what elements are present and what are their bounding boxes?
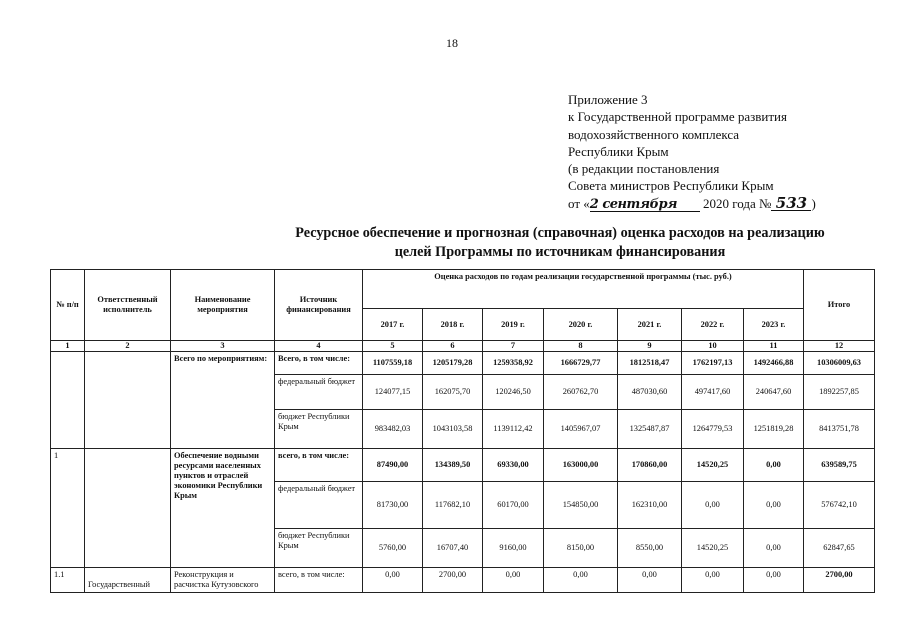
row-executor: Государственный xyxy=(85,568,171,593)
row-source: федеральный бюджет xyxy=(275,482,363,529)
row-value: 1264779,53 xyxy=(682,410,744,449)
header-estimate: Оценка расходов по годам реализации государственной программы (тыс. руб.) xyxy=(363,270,804,309)
column-numbers-row xyxy=(51,341,875,352)
row-value: 0,00 xyxy=(744,482,804,529)
row-total: 639589,75 xyxy=(804,449,875,482)
row-value: 154850,00 xyxy=(544,482,618,529)
row-value: 2700,00 xyxy=(423,568,483,593)
row-source: федеральный бюджет xyxy=(275,375,363,410)
row-value: 124077,15 xyxy=(363,375,423,410)
row-total: 10306009,63 xyxy=(804,352,875,375)
date-suffix: 2020 года № xyxy=(703,195,772,211)
appendix-line: Республики Крым xyxy=(568,143,669,159)
row-value: 1812518,47 xyxy=(618,352,682,375)
row-value: 983482,03 xyxy=(363,410,423,449)
row-value: 1259358,92 xyxy=(483,352,544,375)
row-value: 14520,25 xyxy=(682,529,744,568)
col-number: 12 xyxy=(804,341,875,352)
row-value: 60170,00 xyxy=(483,482,544,529)
row-value: 240647,60 xyxy=(744,375,804,410)
row-executor xyxy=(85,449,171,568)
row-value: 487030,60 xyxy=(618,375,682,410)
col-number: 6 xyxy=(423,341,483,352)
row-value: 134389,50 xyxy=(423,449,483,482)
header-event: Наименование мероприятия xyxy=(171,270,275,341)
row-num: 1.1 xyxy=(51,568,85,593)
header-row xyxy=(51,270,875,309)
row-value: 5760,00 xyxy=(363,529,423,568)
row-value: 8550,00 xyxy=(618,529,682,568)
row-value: 162075,70 xyxy=(423,375,483,410)
header-source: Источник финансирования xyxy=(275,270,363,341)
header-year: 2018 г. xyxy=(423,309,483,341)
row-value: 9160,00 xyxy=(483,529,544,568)
handwritten-date: 2 сентября xyxy=(589,196,677,212)
row-value: 0,00 xyxy=(544,568,618,593)
row-value: 497417,60 xyxy=(682,375,744,410)
close-paren: ) xyxy=(811,195,816,211)
header-year: 2019 г. xyxy=(483,309,544,341)
row-value: 0,00 xyxy=(483,568,544,593)
row-source: бюджет Республики Крым xyxy=(275,529,363,568)
row-source: бюджет Республики Крым xyxy=(275,410,363,449)
row-value: 1139112,42 xyxy=(483,410,544,449)
title-line-2: целей Программы по источникам финансирования xyxy=(394,244,726,260)
row-value: 0,00 xyxy=(744,568,804,593)
row-value: 0,00 xyxy=(682,482,744,529)
document-title xyxy=(260,224,860,262)
header-executor: Ответственный исполнитель xyxy=(85,270,171,341)
row-value: 117682,10 xyxy=(423,482,483,529)
row-value: 81730,00 xyxy=(363,482,423,529)
col-number: 7 xyxy=(483,341,544,352)
date-prefix: от « xyxy=(568,195,590,211)
row-value: 1762197,13 xyxy=(682,352,744,375)
row-source: всего, в том числе: xyxy=(275,449,363,482)
row-value: 16707,40 xyxy=(423,529,483,568)
row-total: 576742,10 xyxy=(804,482,875,529)
row-value: 87490,00 xyxy=(363,449,423,482)
row-executor xyxy=(85,352,171,449)
row-value: 1107559,18 xyxy=(363,352,423,375)
page-number: 18 xyxy=(446,36,458,50)
col-number: 8 xyxy=(544,341,618,352)
appendix-line: Приложение 3 xyxy=(568,92,648,107)
row-value: 0,00 xyxy=(682,568,744,593)
row-value: 0,00 xyxy=(363,568,423,593)
row-value: 1325487,87 xyxy=(618,410,682,449)
row-value: 0,00 xyxy=(618,568,682,593)
appendix-line: к Государственной программе развития xyxy=(568,109,787,125)
row-value: 14520,25 xyxy=(682,449,744,482)
header-year: 2020 г. xyxy=(544,309,618,341)
table-row xyxy=(51,568,875,593)
header-year: 2023 г. xyxy=(744,309,804,341)
row-total: 1892257,85 xyxy=(804,375,875,410)
row-total: 2700,00 xyxy=(804,568,875,593)
appendix-line: (в редакции постановления xyxy=(568,161,720,177)
row-event: Реконструкция и расчистка Кутузовского xyxy=(171,568,275,593)
header-year: 2017 г. xyxy=(363,309,423,341)
col-number: 5 xyxy=(363,341,423,352)
row-source: всего, в том числе: xyxy=(275,568,363,593)
row-event: Обеспечение водными ресурсами населенных пунктов и отраслей экономики Республики Крым xyxy=(171,449,275,568)
header-year: 2022 г. xyxy=(682,309,744,341)
row-value: 8150,00 xyxy=(544,529,618,568)
col-number: 3 xyxy=(171,341,275,352)
row-total: 8413751,78 xyxy=(804,410,875,449)
row-value: 1492466,88 xyxy=(744,352,804,375)
col-number: 10 xyxy=(682,341,744,352)
handwritten-number: 533 xyxy=(775,193,808,212)
row-value: 120246,50 xyxy=(483,375,544,410)
row-value: 1251819,28 xyxy=(744,410,804,449)
row-value: 1666729,77 xyxy=(544,352,618,375)
row-value: 162310,00 xyxy=(618,482,682,529)
col-number: 1 xyxy=(51,341,85,352)
row-num xyxy=(51,352,85,449)
row-value: 1205179,28 xyxy=(423,352,483,375)
finance-table xyxy=(50,269,875,593)
row-value: 69330,00 xyxy=(483,449,544,482)
row-num: 1 xyxy=(51,449,85,568)
col-number: 9 xyxy=(618,341,682,352)
row-value: 170860,00 xyxy=(618,449,682,482)
col-number: 4 xyxy=(275,341,363,352)
row-total: 62847,65 xyxy=(804,529,875,568)
appendix-line: Совета министров Республики Крым xyxy=(568,178,774,194)
appendix-date-line xyxy=(568,195,816,212)
col-number: 11 xyxy=(744,341,804,352)
header-year: 2021 г. xyxy=(618,309,682,341)
row-value: 1405967,07 xyxy=(544,410,618,449)
row-source: Всего, в том числе: xyxy=(275,352,363,375)
appendix-line: водохозяйственного комплекса xyxy=(568,126,740,142)
row-value: 260762,70 xyxy=(544,375,618,410)
header-total: Итого xyxy=(804,270,875,341)
col-number: 2 xyxy=(85,341,171,352)
row-event: Всего по мероприятиям: xyxy=(171,352,275,449)
table-row xyxy=(51,449,875,482)
row-value: 0,00 xyxy=(744,529,804,568)
appendix-block xyxy=(568,91,816,212)
row-value: 163000,00 xyxy=(544,449,618,482)
row-value: 1043103,58 xyxy=(423,410,483,449)
title-line-1: Ресурсное обеспечение и прогнозная (справочная) оценка расходов на реализацию xyxy=(295,225,825,241)
header-num: № п/п xyxy=(51,270,85,341)
table-row xyxy=(51,352,875,375)
row-value: 0,00 xyxy=(744,449,804,482)
